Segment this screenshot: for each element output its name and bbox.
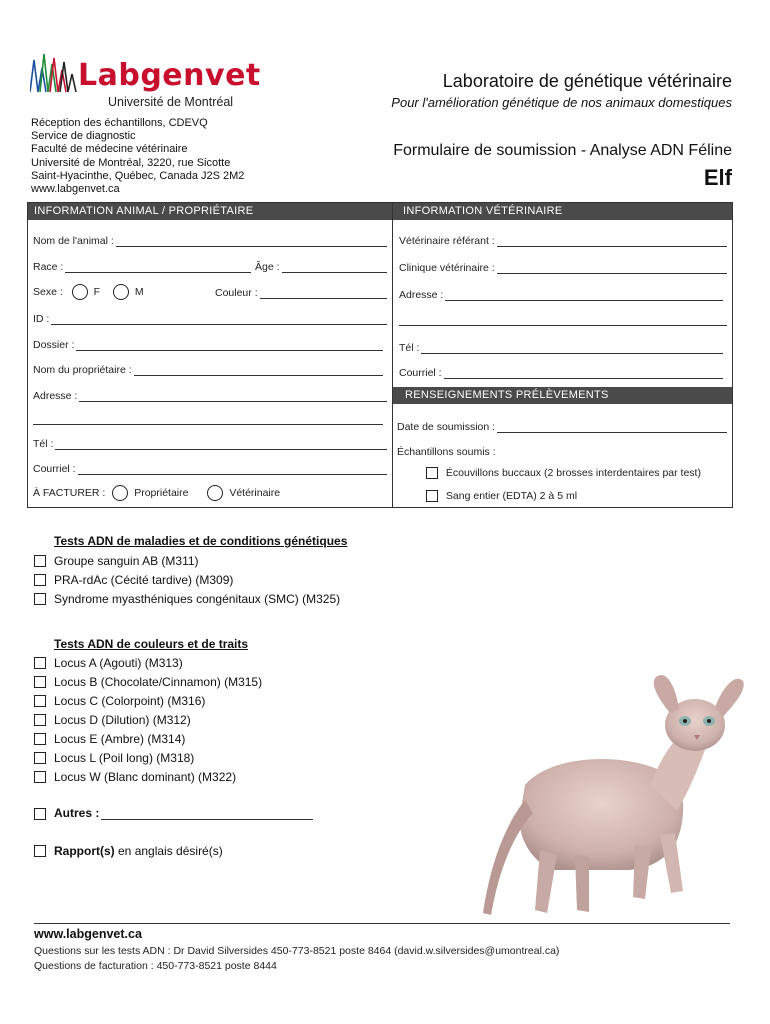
trait-tests-list <box>34 653 262 786</box>
address-line: Service de diagnostic <box>31 130 136 143</box>
other-tests-row[interactable]: Autres : <box>34 806 313 820</box>
vet-address-field[interactable]: Adresse : <box>399 289 723 301</box>
sex-row: Sexe : F M <box>33 284 144 300</box>
elf-cat-photo <box>465 665 750 920</box>
website-line: www.labgenvet.ca <box>31 183 120 196</box>
trait-test-item[interactable]: Locus B (Chocolate/Cinnamon) (M315) <box>34 672 262 691</box>
blood-checkbox[interactable] <box>426 490 438 502</box>
animal-owner-heading: INFORMATION ANIMAL / PROPRIÉTAIRE <box>28 203 392 220</box>
logo-university: Université de Montréal <box>108 95 234 109</box>
report-checkbox[interactable] <box>34 845 46 857</box>
breed-name: Elf <box>703 165 732 190</box>
trait-test-item[interactable]: Locus C (Colorpoint) (M316) <box>34 691 262 710</box>
info-form-box <box>27 202 733 508</box>
trait-test-item[interactable]: Locus W (Blanc dominant) (M322) <box>34 767 262 786</box>
disease-tests-title: Tests ADN de maladies et de conditions génétiques <box>54 534 348 548</box>
sender-address <box>31 117 281 196</box>
clinic-field[interactable]: Clinique vétérinaire : <box>399 262 727 274</box>
owner-address-line2[interactable] <box>33 424 383 425</box>
footer-billing-questions: Questions de facturation : 450-773-8521 poste 8444 <box>34 960 277 972</box>
dossier-field[interactable]: Dossier : <box>33 339 383 351</box>
trait-test-item[interactable]: Locus A (Agouti) (M313) <box>34 653 262 672</box>
test-checkbox[interactable] <box>34 593 46 605</box>
address-line: Saint-Hyacinthe, Québec, Canada J2S 2M2 <box>31 169 245 182</box>
test-checkbox[interactable] <box>34 574 46 586</box>
column-divider <box>392 203 393 507</box>
vet-referring-field[interactable]: Vétérinaire référant : <box>399 235 727 247</box>
other-checkbox[interactable] <box>34 808 46 820</box>
animal-name-field[interactable]: Nom de l'animal : <box>33 235 387 247</box>
bill-vet-radio[interactable] <box>207 485 223 501</box>
address-line: Faculté de médecine vétérinaire <box>31 143 188 156</box>
owner-name-field[interactable]: Nom du propriétaire : <box>33 364 383 376</box>
chromatogram-icon <box>30 48 80 94</box>
submission-date-field[interactable]: Date de soumission : <box>397 421 727 433</box>
lab-subtitle: Pour l'amélioration génétique de nos animaux domestiques <box>391 95 732 110</box>
test-checkbox[interactable] <box>34 657 46 669</box>
test-checkbox[interactable] <box>34 771 46 783</box>
vet-info-heading: INFORMATION VÉTÉRINAIRE <box>393 203 732 220</box>
samples-label: Échantillons soumis : <box>397 446 496 458</box>
disease-test-item[interactable]: Groupe sanguin AB (M311) <box>34 551 340 570</box>
lab-title: Laboratoire de génétique vétérinaire <box>442 71 732 91</box>
form-title: Formulaire de soumission - Analyse ADN Féline <box>393 142 732 159</box>
billing-row: À FACTURER : Propriétaire Vétérinaire <box>33 485 280 501</box>
sex-f-radio[interactable] <box>72 284 88 300</box>
id-field[interactable]: ID : <box>33 313 387 325</box>
labgenvet-logo <box>30 48 261 110</box>
report-english-row[interactable]: Rapport(s) en anglais désiré(s) <box>34 844 223 858</box>
disease-test-item[interactable]: Syndrome myasthéniques congénitaux (SMC) (M325) <box>34 589 340 608</box>
vet-address-line2[interactable] <box>399 325 727 326</box>
owner-tel-field[interactable]: Tél : <box>33 438 387 450</box>
trait-test-item[interactable]: Locus E (Ambre) (M314) <box>34 729 262 748</box>
footer-rule <box>34 923 730 924</box>
test-checkbox[interactable] <box>34 555 46 567</box>
logo-wordmark: Labgenvet <box>78 58 261 93</box>
owner-address-field[interactable]: Adresse : <box>33 390 387 402</box>
vet-tel-field[interactable]: Tél : <box>399 342 723 354</box>
address-line: Université de Montréal, 3220, rue Sicotte <box>31 156 231 169</box>
sex-m-radio[interactable] <box>113 284 129 300</box>
vet-email-field[interactable]: Courriel : <box>399 367 723 379</box>
test-checkbox[interactable] <box>34 733 46 745</box>
trait-test-item[interactable]: Locus D (Dilution) (M312) <box>34 710 262 729</box>
sample-option-blood[interactable]: Sang entier (EDTA) 2 à 5 ml <box>426 490 577 502</box>
age-field[interactable]: Âge : <box>255 261 387 273</box>
samples-heading: RENSEIGNEMENTS PRÉLÈVEMENTS <box>393 387 732 404</box>
disease-tests-list <box>34 551 340 608</box>
trait-tests-title: Tests ADN de couleurs et de traits <box>54 637 249 651</box>
disease-test-item[interactable]: PRA-rdAc (Cécité tardive) (M309) <box>34 570 340 589</box>
trait-test-item[interactable]: Locus L (Poil long) (M318) <box>34 748 262 767</box>
bill-owner-radio[interactable] <box>112 485 128 501</box>
address-line: Réception des échantillons, CDEVQ <box>31 117 208 129</box>
other-tests-line[interactable] <box>101 807 313 820</box>
test-checkbox[interactable] <box>34 695 46 707</box>
sample-option-swabs[interactable]: Écouvillons buccaux (2 brosses interdentaires par test) <box>426 467 701 479</box>
swabs-checkbox[interactable] <box>426 467 438 479</box>
footer-website[interactable]: www.labgenvet.ca <box>34 927 142 941</box>
race-field[interactable]: Race : <box>33 261 251 273</box>
owner-email-field[interactable]: Courriel : <box>33 463 387 475</box>
footer-dna-questions: Questions sur les tests ADN : Dr David Silversides 450-773-8521 poste 8464 (david.w.silversides@umontreal.ca) <box>34 945 560 957</box>
test-checkbox[interactable] <box>34 676 46 688</box>
test-checkbox[interactable] <box>34 714 46 726</box>
test-checkbox[interactable] <box>34 752 46 764</box>
couleur-field[interactable]: Couleur : <box>215 287 387 299</box>
